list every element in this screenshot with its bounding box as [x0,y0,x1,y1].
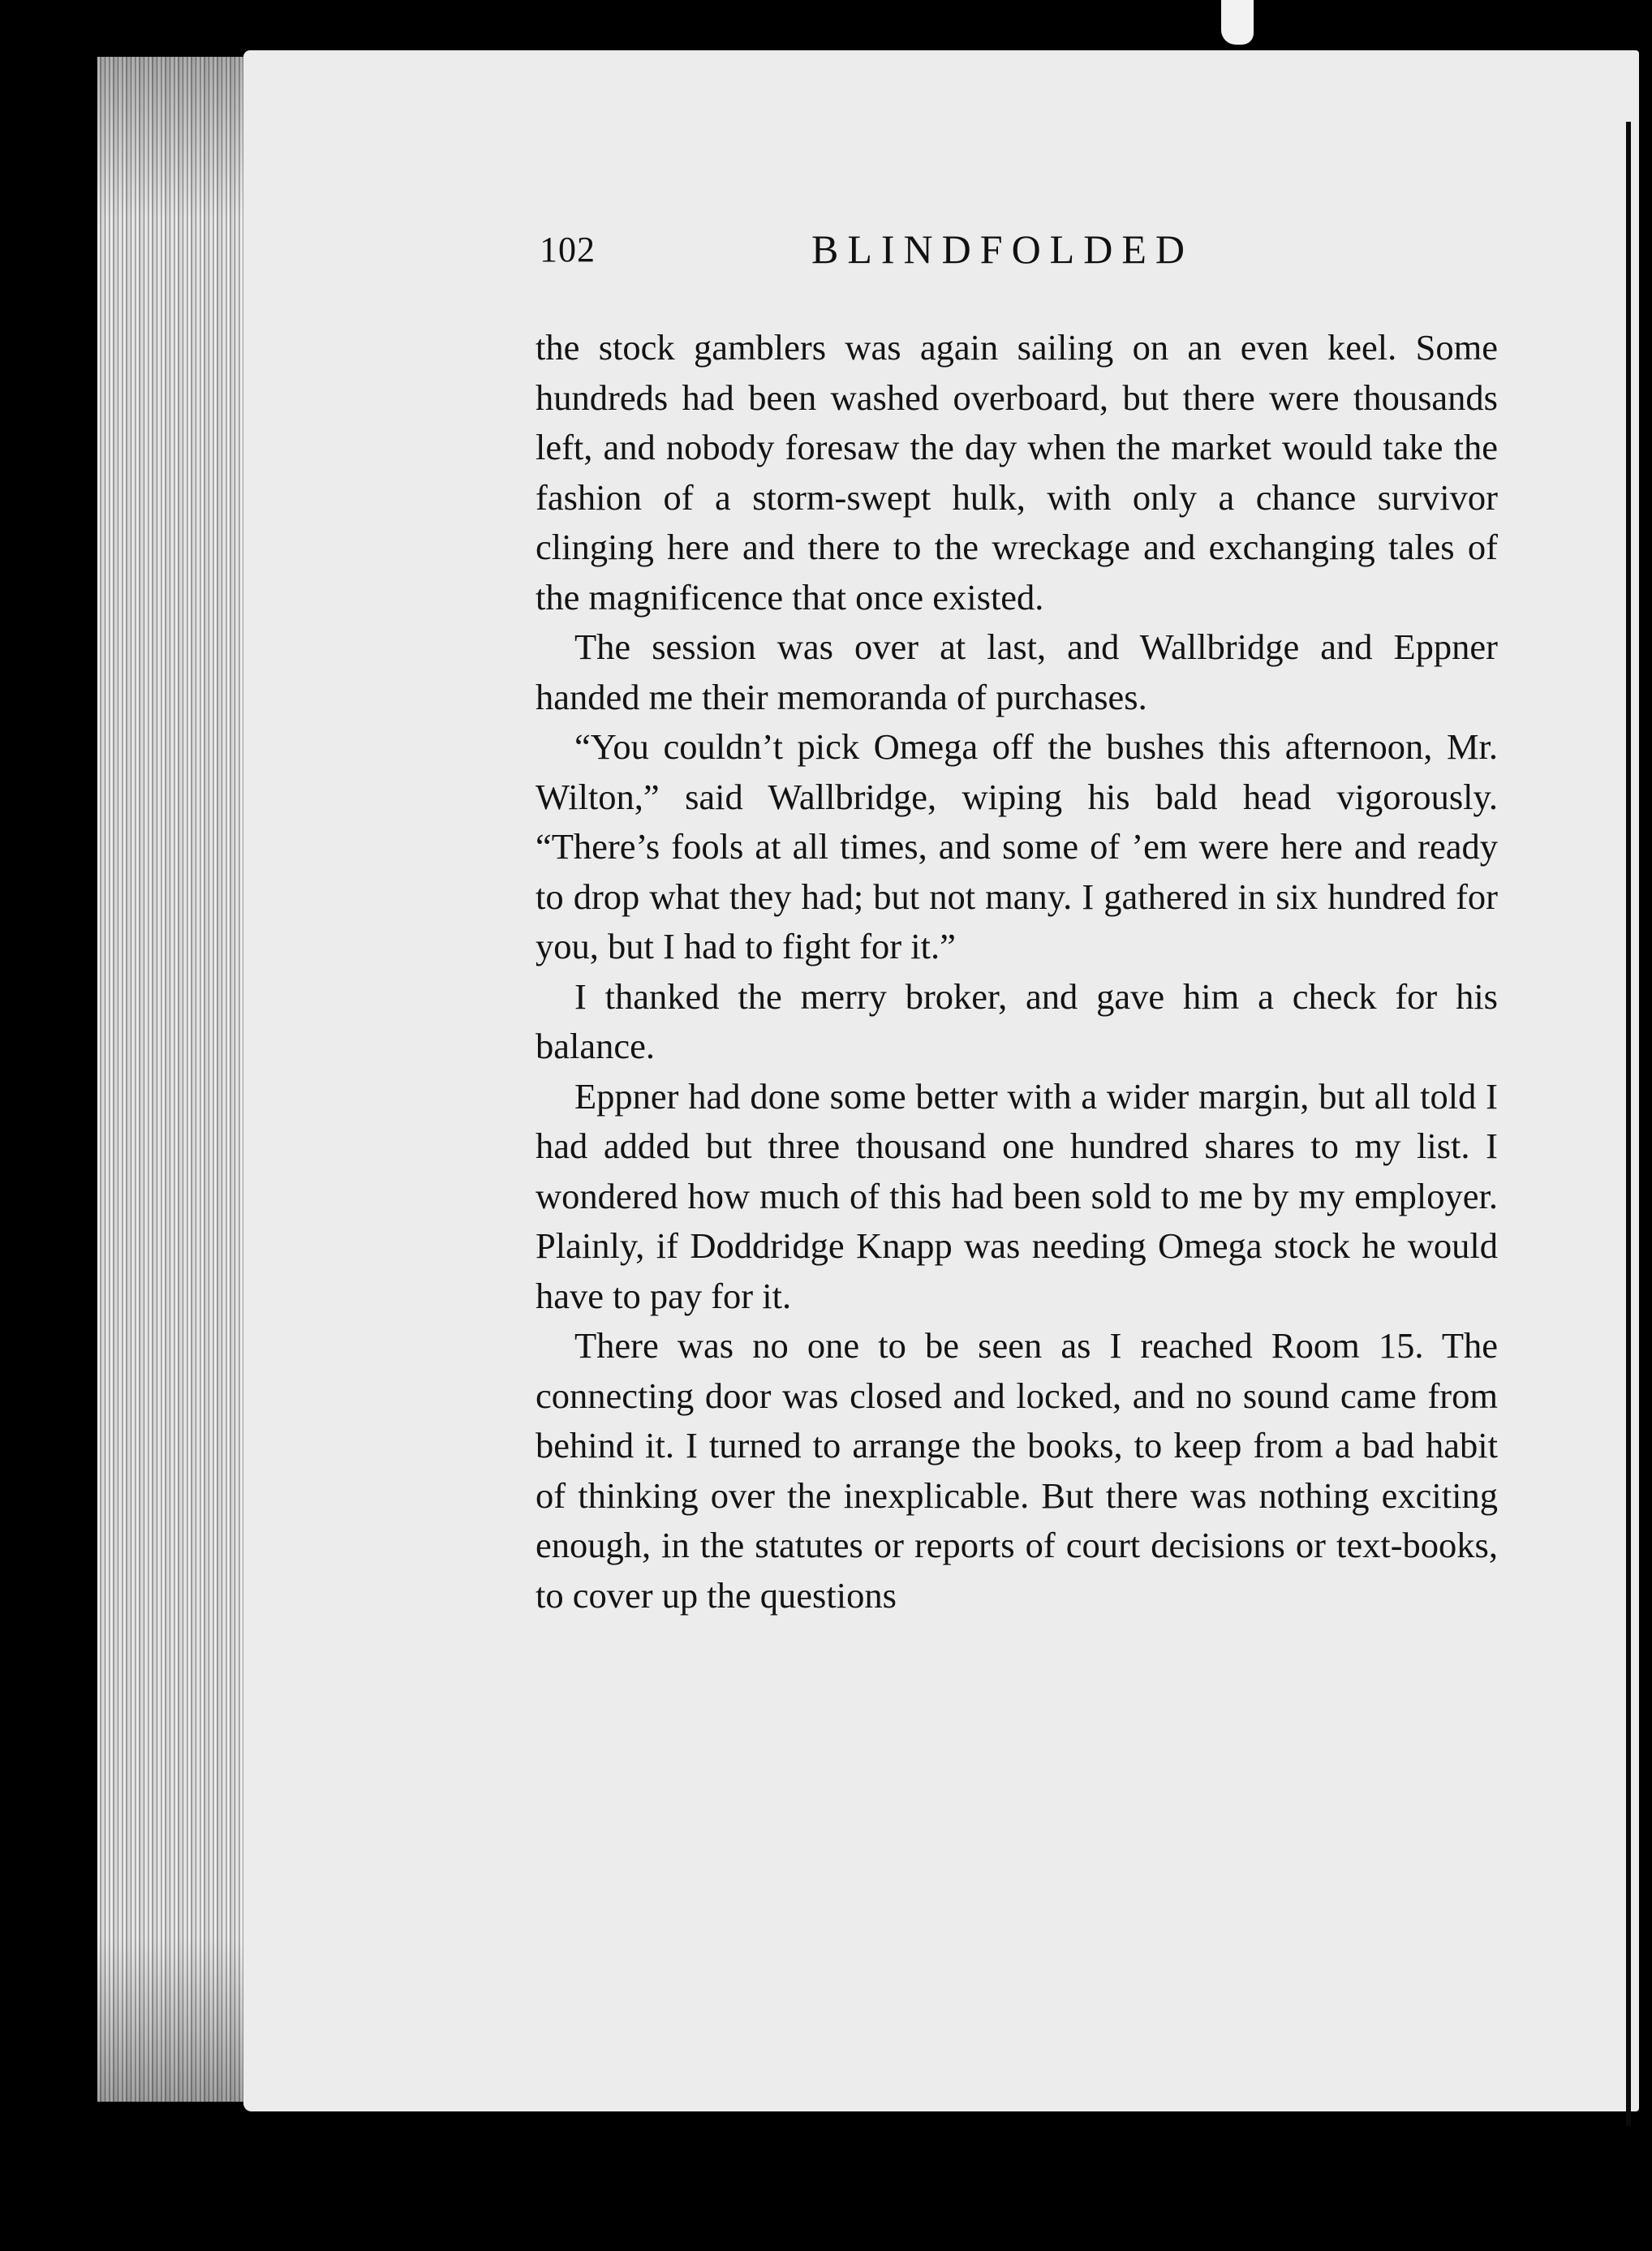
paragraph: Eppner had done some better with a wider margin, but all told I had added but three thousand one hundred shares to my list. I wondered how much of this had been sold to me by my employer. Plainly, if Doddridge Knapp was needing Omega stock he would have to pay for it. [536,1075,1498,1316]
paragraph: The session was over at last, and Wallbridge and Eppner handed me their memoranda of purchases. [536,626,1498,717]
running-title: BLINDFOLDED [811,226,1194,272]
running-header [0,226,1652,294]
page-fore-edge-shadow [97,57,260,2102]
paragraph: “You couldn’t pick Omega off the bushes this afternoon, Mr. Wilton,” said Wallbridge, wiping his bald head vigorously. “There’s fools at all times, and some of ’em were here and ready to drop what they had; but not many. I gathered in six hundred for you, but I had to fight for it.” [536,726,1498,966]
paragraph: I thanked the merry broker, and gave him a check for his balance. [536,975,1498,1066]
paragraph: the stock gamblers was again sailing on an even keel. Some hundreds had been washed overboard, but there were thousands left, and nobody foresaw the day when the market would take the fashion of a storm-swept hulk, with only a chance survivor clinging here and there to the wreckage and exchanging tales of the magnificence that once existed. [536,327,1498,618]
page-gutter-shadow [1626,122,1631,2126]
body-text [536,323,1498,1620]
page-number: 102 [540,230,596,269]
paragraph: There was no one to be seen as I reached Room 15. The connecting door was closed and locked, and no sound came from behind it. I turned to arrange the books, to keep from a bad habit of thinking over the inexplicable. But there was nothing exciting enough, in the statutes or reports of court decisions or text-books, to cover up the questions [536,1325,1498,1616]
scan-artifact [1221,0,1254,45]
